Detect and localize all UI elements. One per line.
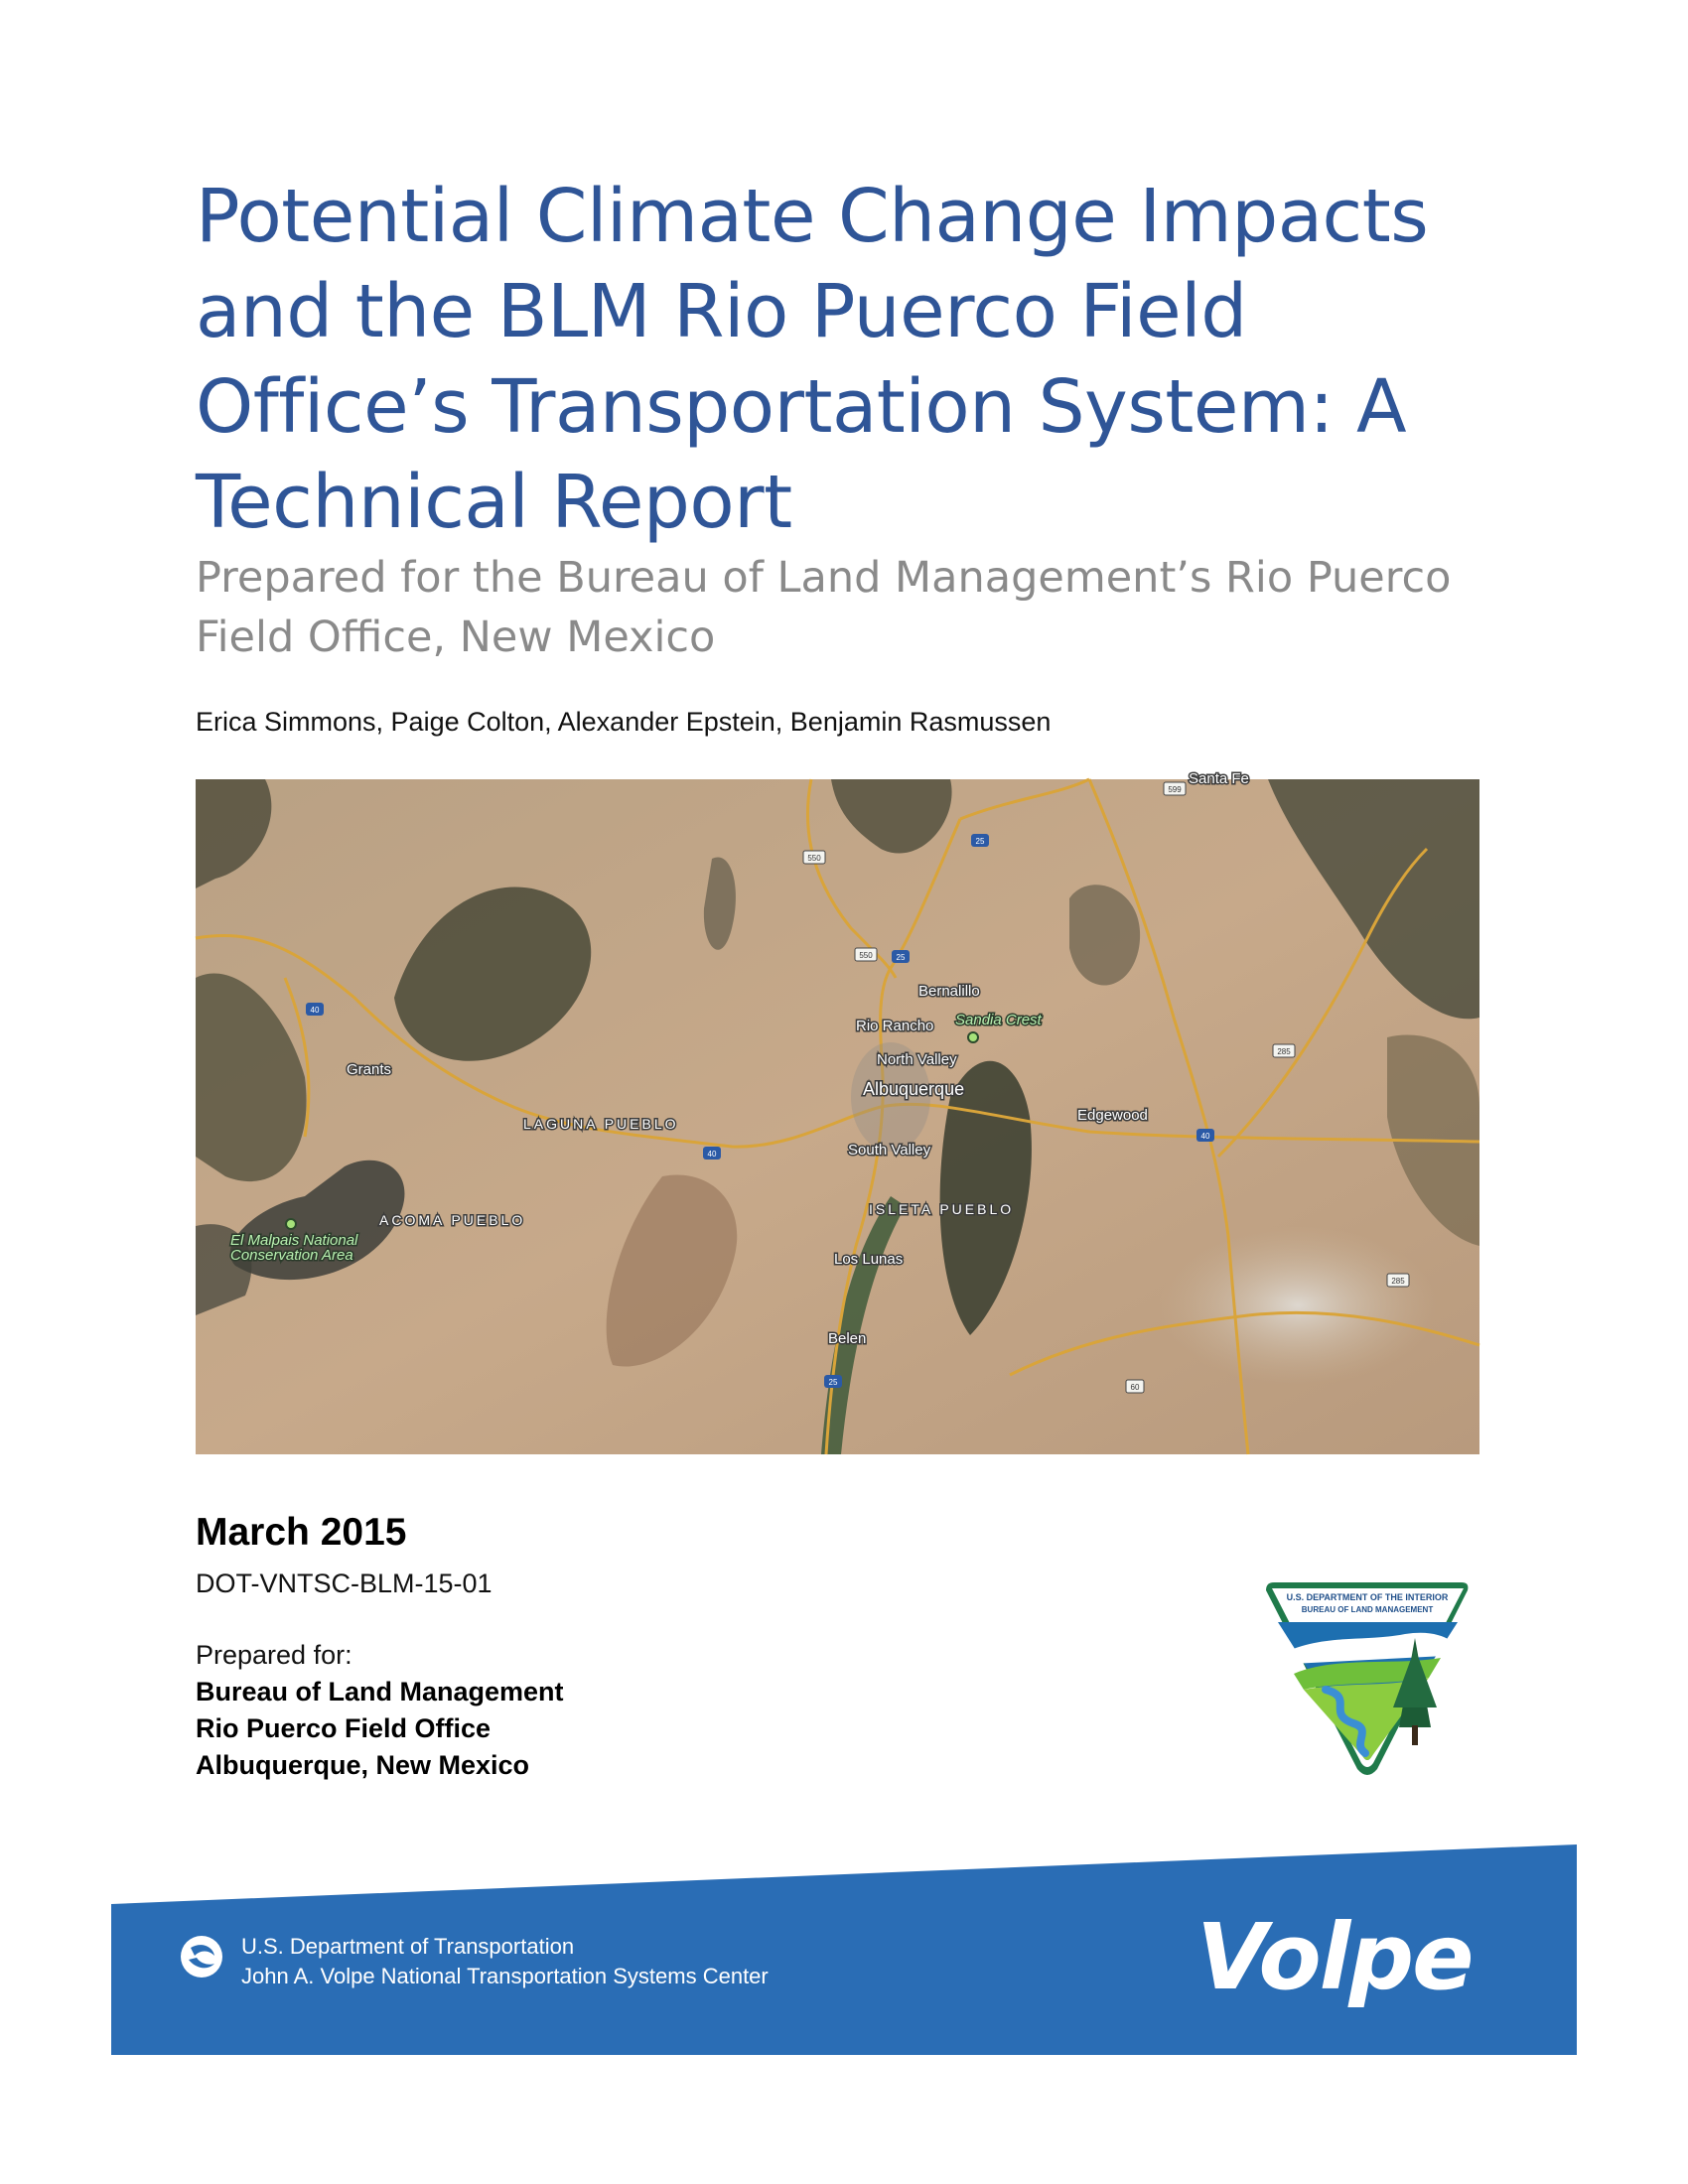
svg-text:285: 285: [1391, 1277, 1405, 1286]
dot-name: U.S. Department of Transportation: [241, 1934, 575, 1959]
shield-us550: [803, 851, 825, 864]
blm-logo: [1256, 1578, 1479, 1777]
map-label-rio-rancho: Rio Rancho: [856, 1018, 934, 1034]
cover-satellite-map: [196, 770, 1479, 1454]
title-line: Technical Report: [196, 460, 792, 545]
subtitle-line: Prepared for the Bureau of Land Management’s Rio Puerco: [196, 553, 1452, 603]
map-label-acoma-pueblo: ACOMA PUEBLO: [379, 1212, 526, 1228]
authors: Erica Simmons, Paige Colton, Alexander Epstein, Benjamin Rasmussen: [196, 707, 1052, 737]
shield-i40: [1196, 1129, 1214, 1142]
shield-i40: [703, 1147, 721, 1160]
svg-text:40: 40: [310, 1006, 320, 1015]
shield-us285: [1273, 1044, 1295, 1057]
prepared-for-line: Bureau of Land Management: [196, 1677, 564, 1706]
shield-nm599: [1164, 782, 1186, 795]
shield-us285: [1387, 1274, 1409, 1287]
shield-i25: [892, 950, 910, 963]
map-label-el-malpais: El Malpais National: [230, 1232, 358, 1249]
title-line: and the BLM Rio Puerco Field: [196, 269, 1247, 354]
title-line: Potential Climate Change Impacts: [196, 174, 1429, 259]
svg-text:599: 599: [1168, 785, 1182, 794]
report-number: DOT-VNTSC-BLM-15-01: [196, 1569, 492, 1598]
blm-logo-line2: BUREAU OF LAND MANAGEMENT: [1301, 1605, 1434, 1614]
report-title: [196, 169, 1506, 550]
map-label-isleta-pueblo: ISLETA PUEBLO: [869, 1201, 1015, 1217]
volpe-center-name: John A. Volpe National Transportation Systems Center: [241, 1964, 769, 1988]
map-label-south-valley: South Valley: [848, 1142, 931, 1159]
svg-text:550: 550: [859, 951, 873, 960]
map-label-bernalillo: Bernalillo: [918, 983, 980, 1000]
prepared-for-label: Prepared for:: [196, 1640, 352, 1670]
svg-text:40: 40: [1200, 1132, 1210, 1141]
shield-i25: [971, 834, 989, 847]
map-label-albuquerque: Albuquerque: [863, 1079, 965, 1099]
map-label-santa-fe: Santa Fe: [1189, 770, 1249, 787]
report-date: March 2015: [196, 1511, 407, 1554]
report-subtitle: [196, 548, 1486, 667]
map-label-north-valley: North Valley: [877, 1051, 957, 1068]
svg-text:25: 25: [896, 953, 906, 962]
subtitle-line: Field Office, New Mexico: [196, 613, 716, 662]
svg-text:60: 60: [1130, 1383, 1140, 1392]
map-label-laguna-pueblo: LAGUNA PUEBLO: [523, 1116, 679, 1132]
volpe-logo: Volpe: [1196, 1904, 1473, 2010]
shield-us550: [855, 948, 877, 961]
svg-text:40: 40: [707, 1150, 717, 1159]
map-label-los-lunas: Los Lunas: [834, 1251, 904, 1268]
map-label-el-malpais-2: Conservation Area: [230, 1247, 353, 1264]
prepared-for-line: Rio Puerco Field Office: [196, 1713, 492, 1743]
map-label-belen: Belen: [828, 1330, 867, 1347]
prepared-for-line: Albuquerque, New Mexico: [196, 1750, 530, 1780]
svg-text:285: 285: [1277, 1047, 1291, 1056]
title-line: Office’s Transportation System: A: [196, 364, 1407, 450]
shield-i40: [306, 1003, 324, 1016]
map-label-grants: Grants: [347, 1061, 392, 1078]
shield-i25: [824, 1375, 842, 1388]
blm-logo-line1: U.S. DEPARTMENT OF THE INTERIOR: [1286, 1592, 1449, 1602]
shield-us60: [1126, 1380, 1144, 1393]
map-label-sandia-crest: Sandia Crest: [955, 1012, 1042, 1028]
svg-text:25: 25: [975, 837, 985, 846]
svg-text:550: 550: [807, 854, 821, 863]
svg-text:25: 25: [828, 1378, 838, 1387]
map-label-edgewood: Edgewood: [1077, 1107, 1148, 1124]
dot-logo-icon: [179, 1934, 224, 1979]
